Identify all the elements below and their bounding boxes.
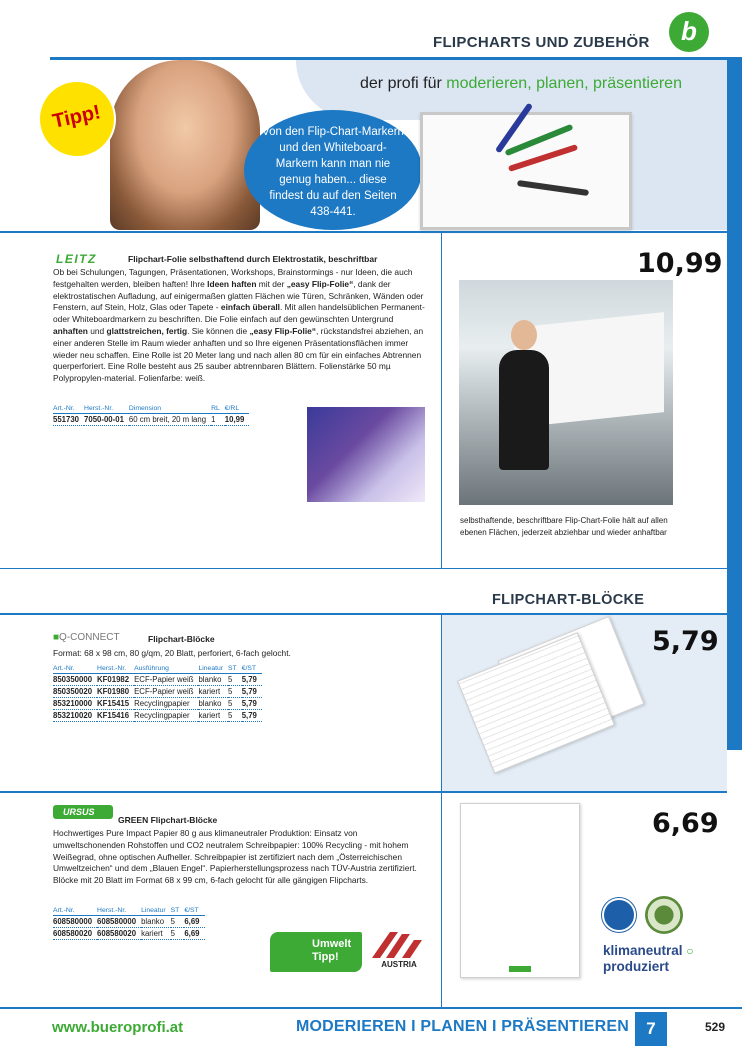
chapter-number: 7 (635, 1012, 667, 1046)
table-row (53, 414, 249, 426)
product-table (53, 665, 262, 722)
table-header: ST (171, 907, 185, 916)
section-divider (0, 568, 727, 569)
table-cell: 6,69 (184, 916, 204, 928)
table-cell: 5,79 (242, 698, 262, 710)
blauer-engel-icon (602, 898, 636, 932)
table-cell: Recyclingpapier (134, 710, 198, 722)
table-header: Herst.-Nr. (84, 405, 129, 414)
table-header: Lineatur (198, 665, 228, 674)
table-row (53, 686, 262, 698)
price: 6,69 (652, 808, 719, 839)
table-cell: Recyclingpapier (134, 698, 198, 710)
table-header: Dimension (129, 405, 211, 414)
table-cell: 5,79 (242, 674, 262, 686)
product-title: Flipchart-Folie selbsthaftend durch Elektrostatik, beschriftbar (128, 254, 378, 264)
qconnect-logo-icon: ■Q-CONNECT (53, 632, 120, 643)
section-divider (0, 231, 727, 233)
section-divider (0, 791, 727, 793)
table-cell: 5,79 (242, 710, 262, 722)
table-row (53, 710, 262, 722)
table-cell: 5 (171, 928, 185, 940)
buero-logo-icon: b (669, 12, 709, 52)
product-title: GREEN Flipchart-Blöcke (118, 815, 218, 825)
speech-bubble: Von den Flip-Chart-Markern und den Whiteboard-Markern kann man nie genug haben... diese findest du auf den Seiten 438-441. (244, 110, 422, 230)
leitz-logo-icon: LEITZ (56, 252, 97, 266)
umweltzeichen-icon (645, 896, 683, 934)
table-cell: blanko (141, 916, 171, 928)
product-table (53, 907, 205, 940)
table-cell: 551730 (53, 414, 84, 426)
flipchart-pad-image (460, 803, 580, 978)
table-row (53, 928, 205, 940)
photo-caption: selbsthaftende, beschriftbare Flip-Chart-Folie hält auf allen ebenen Flächen, jederzeit abziehbar und wieder anhaftbar (460, 516, 668, 537)
footer-slogan: MODERIEREN I PLANEN I PRÄSENTIEREN (296, 1018, 630, 1035)
footer-rule (0, 1007, 742, 1009)
table-header: Art.-Nr. (53, 665, 97, 674)
category-title: FLIPCHARTS UND ZUBEHÖR (433, 34, 650, 51)
table-header: €/RL (225, 405, 250, 414)
table-header: Ausführung (134, 665, 198, 674)
product-photo-foil (307, 407, 425, 502)
product-description: Hochwertiges Pure Impact Papier 80 g aus klimaneutraler Produktion: Einsatz von umweltschonenden Rohstoffen und CO2 neutralem Schreibpapier: 100% Recycling - mit hohem Weißegrad, ohne optischen Aufheller. Schreibpapier ist zertifiziert nach dem „Österreichischen Umweltzeichen“ und dem „Blauen Engel“. Papierherstellungsprozess nach TÜV-Austria zertifiziert. Blöcke mit 20 Blatt im Format 68 x 99 cm, 6-fach gelocht für alle gängigen Flipcharts. (53, 828, 417, 886)
price: 5,79 (652, 626, 719, 657)
table-cell: kariert (198, 710, 228, 722)
table-row (53, 698, 262, 710)
table-cell: 10,99 (225, 414, 250, 426)
table-row (53, 674, 262, 686)
table-header: Herst.-Nr. (97, 907, 141, 916)
table-header: Art.-Nr. (53, 907, 97, 916)
chapter-sidebar (727, 60, 742, 750)
column-divider (441, 615, 442, 791)
table-cell: 608580000 (53, 916, 97, 928)
table-cell: 608580000 (97, 916, 141, 928)
table-row (53, 916, 205, 928)
marker-black-icon (517, 180, 589, 196)
table-cell: kariert (141, 928, 171, 940)
product-photo-presenter (459, 280, 673, 505)
table-cell: kariert (198, 686, 228, 698)
table-cell: 5 (228, 710, 242, 722)
table-header: Art.-Nr. (53, 405, 84, 414)
table-cell: 853210000 (53, 698, 97, 710)
table-cell: 608580020 (53, 928, 97, 940)
price: 10,99 (637, 248, 723, 279)
table-cell: KF01980 (97, 686, 134, 698)
table-header: Lineatur (141, 907, 171, 916)
ursus-logo-icon: URSUS (53, 805, 113, 819)
table-header: ST (228, 665, 242, 674)
section-title: FLIPCHART-BLÖCKE (492, 592, 645, 608)
hero-portrait-image (110, 60, 260, 230)
table-cell: 7050-00-01 (84, 414, 129, 426)
table-cell: ECF-Papier weiß (134, 674, 198, 686)
column-divider (441, 232, 442, 568)
table-cell: KF15415 (97, 698, 134, 710)
table-cell: 5 (228, 686, 242, 698)
table-cell: 6,69 (184, 928, 204, 940)
table-cell: 5 (228, 674, 242, 686)
table-cell: 850350000 (53, 674, 97, 686)
table-cell: 608580020 (97, 928, 141, 940)
column-divider (441, 793, 442, 1007)
klimaneutral-label: klimaneutral ○ produziert (603, 943, 694, 974)
table-header: Herst.-Nr. (97, 665, 134, 674)
tipp-badge: Tipp! (33, 75, 121, 163)
table-cell: blanko (198, 674, 228, 686)
product-title: Flipchart-Blöcke (148, 634, 215, 644)
table-cell: 850350020 (53, 686, 97, 698)
table-cell: KF01982 (97, 674, 134, 686)
table-cell: 60 cm breit, 20 m lang (129, 414, 211, 426)
table-cell: 5,79 (242, 686, 262, 698)
table-cell: KF15416 (97, 710, 134, 722)
table-cell: blanko (198, 698, 228, 710)
table-cell: ECF-Papier weiß (134, 686, 198, 698)
product-table (53, 405, 249, 426)
page-number: 529 (705, 1020, 726, 1034)
product-description: Ob bei Schulungen, Tagungen, Präsentationen, Workshops, Brainstormings - nur Ideen, die auch festgehalten werden, bleiben haften! Ihre Ideen haften mit der „easy Flip-Folie“, dank der elektrostatischen Aufladung, auf einigermaßen glatten Flächen wie Türen, Schränken, Wänden oder Fenstern, auf Stein, Holz, Glas oder Tapete - einfach überall. Mit allen handelsüblichen Permanent- oder Whiteboardmarkern zu beschriften. Die Folie einfach auf den gewünschten Untergrund anhaften und glattstreichen, fertig. Sie können die „easy Flip-Folie“, rückstandsfrei abziehen, an einer anderen Stelle im Raum wieder anhaften und so Ihre eigenen Präsentationsflächen immer wieder neu schaffen. Eine Rolle ist 20 Meter lang und nach allen 80 cm für ein einfaches Abtrennen querperforiert. Eine Rolle besteht aus 25 sauber abtrennbaren Blättern. Folienstärke 50 mµ Polypropylen-material. Folienfarbe: weiß. (53, 267, 425, 384)
table-header: €/ST (184, 907, 204, 916)
table-header: RL (211, 405, 225, 414)
table-cell: 1 (211, 414, 225, 426)
table-header: €/ST (242, 665, 262, 674)
product-description: Format: 68 x 98 cm, 80 g/qm, 20 Blatt, perforiert, 6-fach gelocht. (53, 648, 291, 658)
umwelt-tipp-badge: Umwelt Tipp! (270, 932, 362, 972)
hero-tagline: der profi für moderieren, planen, präsentieren (360, 75, 682, 92)
table-cell: 853210020 (53, 710, 97, 722)
whiteboard-image (420, 112, 632, 230)
austria-cert-icon: AUSTRIA (368, 930, 430, 972)
footer-website-link[interactable]: www.bueroprofi.at (52, 1019, 184, 1036)
table-cell: 5 (228, 698, 242, 710)
table-cell: 5 (171, 916, 185, 928)
